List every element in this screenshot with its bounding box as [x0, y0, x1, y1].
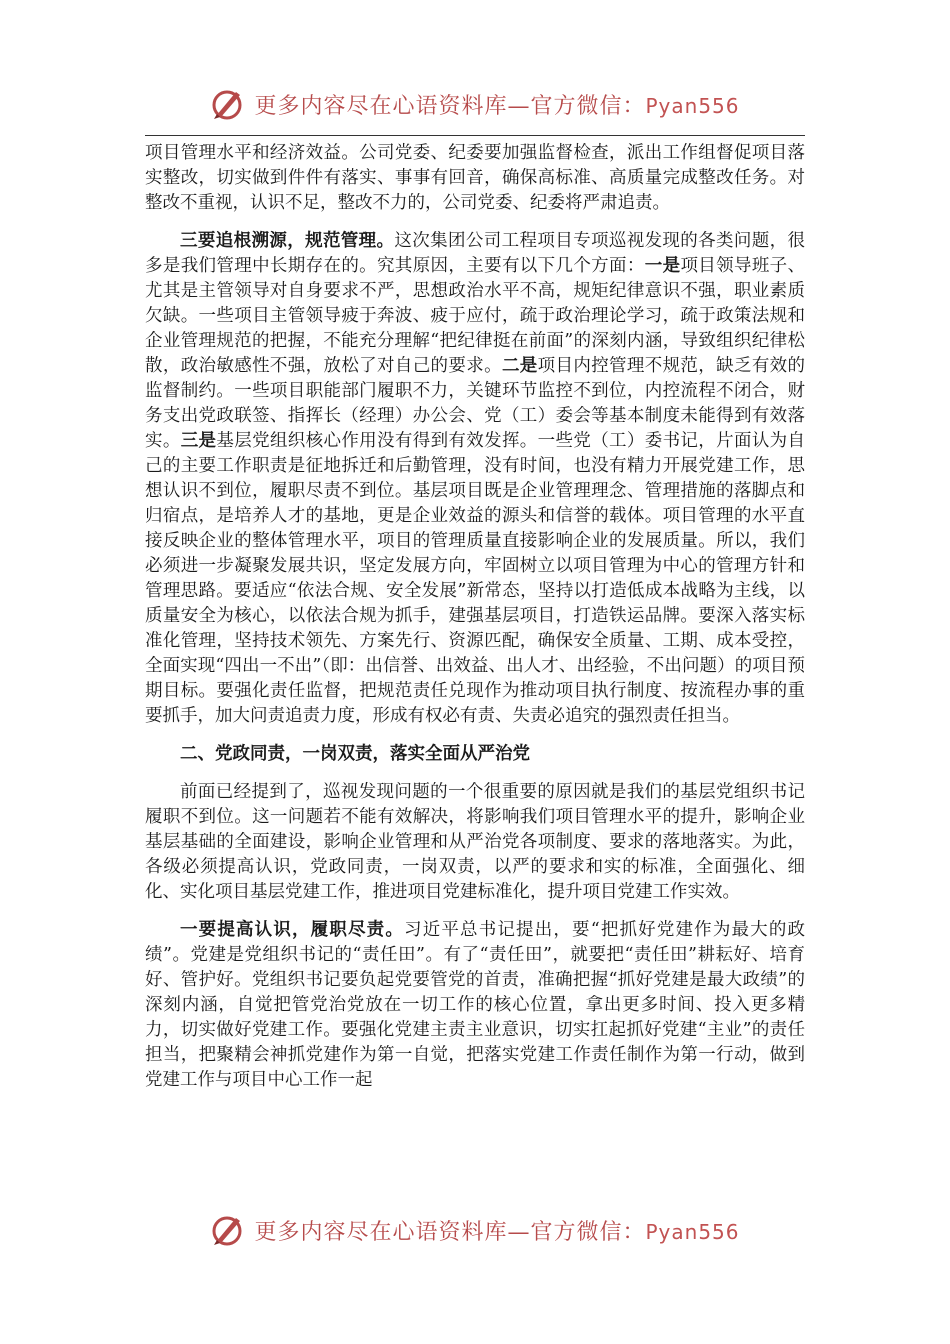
pen-circle-logo-icon — [210, 1212, 246, 1248]
paragraph-4-lead: 一要提高认识，履职尽责。 — [180, 920, 405, 940]
header-banner — [0, 84, 950, 124]
paragraph-4-body: 习近平总书记提出，要“把抓好党建作为最大的政绩”。党建是党组织书记的“责任田”。有了“责任田”，就要把“责任田”耕耘好、培育好、管护好。党组织书记要负起党要管党的首责，准确把握“抓好党建是最大政绩”的深刻内涵，自觉把管党治党放在一切工作的核心位置，拿出更多时间、投入更多精力，切实做好党建工作。要强化党建主责主业意识，切实扛起抓好党建“主业”的责任担当，把聚精会神抓党建作为第一自觉，把落实党建工作责任制作为第一行动，做到党建工作与项目中心工作一起 — [145, 920, 806, 1090]
paragraph-2-part-a: 这次集团公司工程项目专项巡视发现的各类问题，很多是我们管理中长期存在的。究其原因，主要有以下几个方面： — [145, 231, 806, 276]
paragraph-2-part-d: 基层党组织核心作用没有得到有效发挥。一些党（工）委书记，片面认为自己的主要工作职责是征地拆迁和后勤管理，没有时间，也没有精力开展党建工作，思想认识不到位，履职尽责不到位。基层项目既是企业管理理念、管理措施的落脚点和归宿点，是培养人才的基地，更是企业效益的源头和信誉的载体。项目管理的水平直接反映企业的整体管理水平，项目的管理质量直接影响企业的发展质量。所以，我们必须进一步凝聚发展共识，坚定发展方向，牢固树立以项目管理为中心的管理方针和管理思路。要适应“依法合规、安全发展”新常态，坚持以打造低成本战略为主线，以质量安全为核心，以依法合规为抓手，建强基层项目，打造铁运品牌。要深入落实标准化管理，坚持技术领先、方案先行、资源匹配，确保安全质量、工期、成本受控，全面实现“四出一不出”（即：出信誉、出效益、出人才、出经验，不出问题）的项目预期目标。要强化责任监督，把规范责任兑现作为推动项目执行制度、按流程办事的重要抓手，加大问责追责力度，形成有权必有责、失责必追究的强烈责任担当。 — [145, 431, 806, 726]
header-banner-label: 更多内容尽在心语资料库—官方微信： — [254, 93, 646, 119]
header-banner-text — [254, 89, 739, 120]
footer-banner-label: 更多内容尽在心语资料库—官方微信： — [254, 1219, 646, 1245]
paragraph-2 — [145, 229, 805, 729]
footer-wechat-id: Pyan556 — [645, 1219, 740, 1244]
paragraph-4 — [145, 918, 805, 1093]
paragraph-2-lead: 三要追根溯源，规范管理。 — [180, 231, 395, 251]
paragraph-2-part-b: 项目领导班子、尤其是主管领导对自身要求不严，思想政治水平不高，规矩纪律意识不强，职业素质欠缺。一些项目主管领导疲于奔波、疲于应付，疏于政治理论学习，疏于政策法规和企业管理规范的把握，不能充分理解“把纪律挺在前面”的深刻内涵，导致组织纪律松散，政治敏感性不强，放松了对自己的要求。 — [145, 256, 806, 376]
header-divider — [145, 135, 805, 136]
paragraph-1: 项目管理水平和经济效益。公司党委、纪委要加强监督检查，派出工作组督促项目落实整改，切实做到件件有落实、事事有回音，确保高标准、高质量完成整改任务。对整改不重视，认识不足，整改不力的，公司党委、纪委将严肃追责。 — [145, 143, 805, 213]
paragraph-2-keyword-2: 二是 — [501, 356, 538, 376]
footer-banner-text — [254, 1215, 739, 1246]
paragraph-3: 前面已经提到了，巡视发现问题的一个很重要的原因就是我们的基层党组织书记履职不到位。这一问题若不能有效解决，将影响我们项目管理水平的提升，影响企业基层基础的全面建设，影响企业管理和从严治党各项制度、要求的落地落实。为此，各级必须提高认识，党政同责，一岗双责，以严的要求和实的标准，全面强化、细化、实化项目基层党建工作，推进项目党建标准化，提升项目党建工作实效。 — [145, 782, 805, 902]
header-wechat-id: Pyan556 — [645, 93, 740, 118]
pen-circle-logo-icon — [210, 86, 246, 122]
paragraph-2-keyword-1: 一是 — [644, 256, 681, 276]
paragraph-2-part-c: 项目内控管理不规范，缺乏有效的监督制约。一些项目职能部门履职不力，关键环节监控不到位，内控流程不闭合，财务支出党政联签、指挥长（经理）办公会、党（工）委会等基本制度未能得到有效落实。 — [145, 356, 806, 451]
paragraph-2-keyword-3: 三是 — [180, 431, 217, 451]
footer-banner — [0, 1210, 950, 1250]
section-heading-2: 二、党政同责，一岗双责，落实全面从严治党 — [180, 744, 530, 764]
document-body — [145, 141, 805, 1106]
